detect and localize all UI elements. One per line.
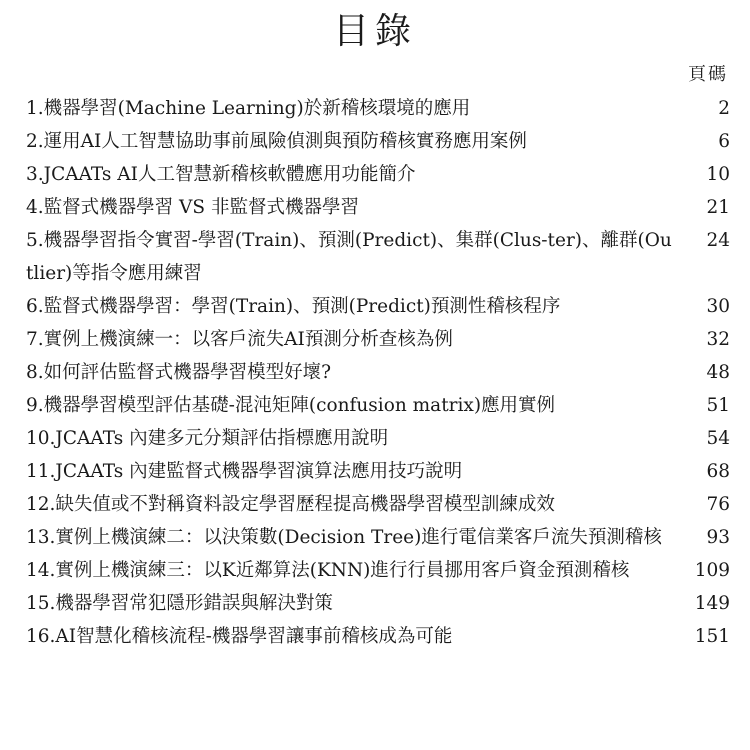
toc-entry-13: [26, 521, 732, 554]
toc-entry-page: 149: [694, 593, 730, 614]
toc-entry-page: 76: [706, 494, 730, 515]
toc-entry-1: [26, 92, 732, 125]
toc-entry-title: 10.JCAATs 內建多元分類評估指標應用說明: [26, 428, 389, 449]
toc-entry-title: 11.JCAATs 內建監督式機器學習演算法應用技巧說明: [26, 461, 463, 482]
toc-entry-title: 6.監督式機器學習：學習(Train)、預測(Predict)預測性稽核程序: [26, 296, 561, 317]
toc-entry-5: [26, 224, 732, 290]
toc-entry-page: 24: [706, 230, 730, 251]
toc-entry-title: 1.機器學習(Machine Learning)於新稽核環境的應用: [26, 98, 471, 119]
toc-entry-page: 51: [706, 395, 730, 416]
toc-entry-2: [26, 125, 732, 158]
toc-entry-title: 8.如何評估監督式機器學習模型好壞?: [26, 362, 332, 383]
toc-entry-12: [26, 488, 732, 521]
toc-entry-title: 7.實例上機演練一：以客戶流失AI預測分析查核為例: [26, 329, 453, 350]
toc-entry-title: 15.機器學習常犯隱形錯誤與解決對策: [26, 593, 333, 614]
toc-entry-9: [26, 389, 732, 422]
page-title: 目錄: [332, 11, 417, 52]
toc-entry-page: 6: [718, 131, 730, 152]
toc-entry-title: 4.監督式機器學習 VS 非監督式機器學習: [26, 197, 359, 218]
toc-entry-10: [26, 422, 732, 455]
toc-entry-11: [26, 455, 732, 488]
toc-entry-3: [26, 158, 732, 191]
toc-entry-title: 16.AI智慧化稽核流程-機器學習讓事前稽核成為可能: [26, 626, 453, 647]
toc-entry-page: 54: [706, 428, 730, 449]
toc-entry-8: [26, 356, 732, 389]
toc-entry-page: 30: [706, 296, 730, 317]
toc-entry-page: 109: [694, 560, 730, 581]
toc-entry-title: 14.實例上機演練三：以K近鄰算法(KNN)進行行員挪用客戶資金預測稽核: [26, 560, 630, 581]
toc-entry-page: 68: [706, 461, 730, 482]
toc-entry-14: [26, 554, 732, 587]
toc-entry-page: 32: [706, 329, 730, 350]
toc-entry-page: 48: [706, 362, 730, 383]
toc-entry-7: [26, 323, 732, 356]
toc-entry-page: 151: [694, 626, 730, 647]
toc-entry-title: 9.機器學習模型評估基礎-混沌矩陣(confusion matrix)應用實例: [26, 395, 556, 416]
toc-entry-4: [26, 191, 732, 224]
toc-entry-title: 5.機器學習指令實習-學習(Train)、預測(Predict)、集群(Clus-ter)、離群(Outlier)等指令應用練習: [26, 230, 672, 284]
toc-entry-title: 13.實例上機演練二：以決策數(Decision Tree)進行電信業客戶流失預測稽核: [26, 527, 662, 548]
toc-entry-page: 93: [706, 527, 730, 548]
toc-entry-15: [26, 587, 732, 620]
table-of-contents: [26, 92, 732, 653]
toc-entry-title: 3.JCAATs AI人工智慧新稽核軟體應用功能簡介: [26, 164, 416, 185]
page-number-column-header: 頁碼: [688, 64, 728, 85]
toc-entry-page: 2: [718, 98, 730, 119]
toc-entry-6: [26, 290, 732, 323]
toc-entry-title: 12.缺失值或不對稱資料設定學習歷程提高機器學習模型訓練成效: [26, 494, 555, 515]
toc-entry-title: 2.運用AI人工智慧協助事前風險偵測與預防稽核實務應用案例: [26, 131, 527, 152]
toc-entry-16: [26, 620, 732, 653]
toc-entry-page: 21: [706, 197, 730, 218]
toc-entry-page: 10: [706, 164, 730, 185]
